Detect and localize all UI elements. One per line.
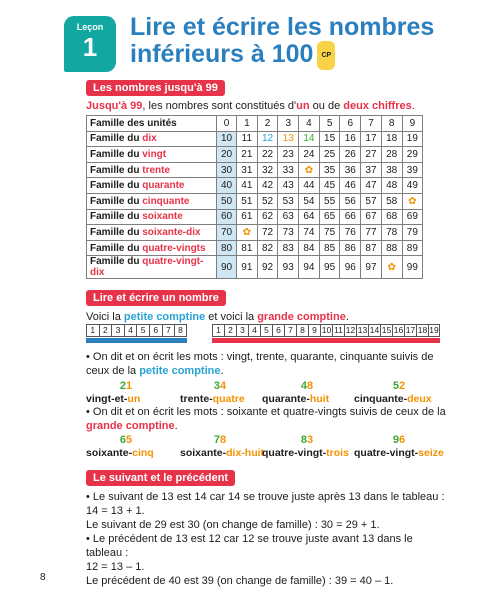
number-cell: 78 xyxy=(381,225,402,241)
family-label: Famille du soixante-dix xyxy=(87,225,217,241)
number-cell: 72 xyxy=(257,225,278,241)
strip-number: 6 xyxy=(272,324,284,337)
title-line-2-text: inférieurs à 100 xyxy=(130,40,314,69)
b1-petite: petite comptine xyxy=(139,365,221,377)
number-cell: 15 xyxy=(319,131,340,147)
example-words: cinquante-deux xyxy=(354,393,432,405)
table-row xyxy=(87,256,423,279)
number-cell: 56 xyxy=(340,193,361,209)
table-row xyxy=(87,225,423,241)
strip-number: 14 xyxy=(369,325,380,335)
example-words: vingt-et-un xyxy=(86,393,141,405)
tens-cell: 90 xyxy=(217,256,237,279)
strip-number: 4 xyxy=(124,324,137,337)
number-cell: 58 xyxy=(381,193,402,209)
strip-number: 1 xyxy=(86,324,99,337)
title-line-1: Lire et écrire les nombres xyxy=(130,13,435,41)
strip-number: 17 xyxy=(405,325,416,335)
intro-bold-5: deux chiffres xyxy=(343,100,412,112)
number-cell: 26 xyxy=(340,147,361,163)
example-number: 48 xyxy=(300,380,314,392)
number-cell: 48 xyxy=(381,178,402,194)
tens-cell: 20 xyxy=(217,147,237,163)
bullet-1-line-2 xyxy=(86,364,446,378)
strip-number: 7 xyxy=(284,324,296,337)
bullet-2-line-2 xyxy=(86,419,446,433)
number-cell: 21 xyxy=(237,147,258,163)
number-cell: 53 xyxy=(278,193,299,209)
s2-text-5: . xyxy=(345,311,349,323)
table-row xyxy=(87,193,423,209)
example-number: 78 xyxy=(213,434,227,446)
number-cell: 23 xyxy=(278,147,299,163)
small-counting-strip xyxy=(86,324,187,337)
strip-number: 18 xyxy=(417,325,428,335)
number-cell: 86 xyxy=(340,240,361,256)
number-cell: 14 xyxy=(299,131,320,147)
header-digit: 9 xyxy=(402,116,423,132)
level-tag: CP xyxy=(317,41,335,70)
number-cell: 79 xyxy=(402,225,423,241)
intro-bold-1: Jusqu'à 99 xyxy=(86,100,143,112)
b1-dot: . xyxy=(220,365,224,377)
number-cell: 91 xyxy=(237,256,258,279)
section-heading-read-write: Lire et écrire un nombre xyxy=(86,290,226,306)
number-cell: 85 xyxy=(319,240,340,256)
number-cell: 74 xyxy=(299,225,320,241)
tens-cell: 70 xyxy=(217,225,237,241)
number-cell: 22 xyxy=(257,147,278,163)
s2-petite: petite comptine xyxy=(123,311,206,323)
strip-number: 5 xyxy=(136,324,149,337)
number-cell: 19 xyxy=(402,131,423,147)
example-words: quatre-vingt-seize xyxy=(354,447,444,459)
lesson-number: 1 xyxy=(82,32,98,62)
number-cell: 27 xyxy=(361,147,382,163)
number-cell: 68 xyxy=(381,209,402,225)
tens-cell: 30 xyxy=(217,162,237,178)
header-digit: 7 xyxy=(361,116,382,132)
tens-cell: 40 xyxy=(217,178,237,194)
example-number: 83 xyxy=(300,434,314,446)
number-cell: 77 xyxy=(361,225,382,241)
number-cell: 93 xyxy=(278,256,299,279)
strip-number: 2 xyxy=(224,324,236,337)
number-cell: 73 xyxy=(278,225,299,241)
example-number: 96 xyxy=(392,434,406,446)
s3-line-2: 14 = 13 + 1. xyxy=(86,505,145,517)
number-cell: 44 xyxy=(299,178,320,194)
s3-line-4: • Le précédent de 13 est 12 car 12 se trouve juste avant 13 dans le tableau : xyxy=(86,533,413,559)
header-digit: 2 xyxy=(257,116,278,132)
intro-text-6: . xyxy=(411,100,415,112)
strip-number: 19 xyxy=(429,325,439,335)
small-strip-bar xyxy=(86,338,187,343)
strip-number: 15 xyxy=(381,325,392,335)
header-digit: 6 xyxy=(340,116,361,132)
number-cell: 29 xyxy=(402,147,423,163)
example-words: quarante-huit xyxy=(262,393,330,405)
number-cell: 81 xyxy=(237,240,258,256)
intro-text-4: ou de xyxy=(309,100,344,112)
bullet-1-line-1: • On dit et on écrit les mots : vingt, trente, quarante, cinquante suivis de xyxy=(86,351,434,363)
number-cell: 17 xyxy=(361,131,382,147)
numbers-table xyxy=(86,115,423,279)
number-cell: 46 xyxy=(340,178,361,194)
number-cell: 92 xyxy=(257,256,278,279)
number-cell: 31 xyxy=(237,162,258,178)
number-cell: 63 xyxy=(278,209,299,225)
table-row xyxy=(87,147,423,163)
family-label: Famille du quarante xyxy=(87,178,217,194)
lesson-badge xyxy=(64,16,116,72)
number-cell: 94 xyxy=(299,256,320,279)
number-cell: 38 xyxy=(381,162,402,178)
example-words: soixante-dix-huit xyxy=(180,447,265,459)
s3-line-3: Le suivant de 29 est 30 (on change de famille) : 30 = 29 + 1. xyxy=(86,519,380,531)
decoration-icon: ✿ xyxy=(402,193,423,209)
section-heading-next-prev: Le suivant et le précédent xyxy=(86,470,235,486)
b1-text: ceux de la xyxy=(86,365,140,377)
tens-cell: 80 xyxy=(217,240,237,256)
strip-number: 4 xyxy=(248,324,260,337)
number-cell: 76 xyxy=(340,225,361,241)
example-number: 65 xyxy=(119,434,133,446)
number-cell: 36 xyxy=(340,162,361,178)
strip-number: 1 xyxy=(212,324,224,337)
number-cell: 61 xyxy=(237,209,258,225)
bullet-1 xyxy=(86,350,446,378)
strip-number: 12 xyxy=(345,325,356,335)
strip-number: 3 xyxy=(236,324,248,337)
big-counting-strip xyxy=(212,324,440,337)
family-label: Famille du dix xyxy=(87,131,217,147)
number-cell: 66 xyxy=(340,209,361,225)
strip-number: 7 xyxy=(162,324,175,337)
number-cell: 49 xyxy=(402,178,423,194)
strip-number: 8 xyxy=(174,324,187,337)
number-cell: 45 xyxy=(319,178,340,194)
number-cell: 32 xyxy=(257,162,278,178)
family-label: Famille du quatre-vingts xyxy=(87,240,217,256)
header-label: Famille des unités xyxy=(87,116,217,132)
intro-text-2: , les nombres sont constitués d' xyxy=(142,100,297,112)
table-header-row xyxy=(87,116,423,132)
table-row xyxy=(87,178,423,194)
example-number: 21 xyxy=(119,380,133,392)
number-cell: 96 xyxy=(340,256,361,279)
family-label: Famille du vingt xyxy=(87,147,217,163)
intro-bold-3: un xyxy=(296,100,310,112)
number-cell: 33 xyxy=(278,162,299,178)
strip-number: 2 xyxy=(99,324,112,337)
big-strip-bar xyxy=(212,338,440,343)
s2-text-1: Voici la xyxy=(86,311,124,323)
section-heading-numbers: Les nombres jusqu'à 99 xyxy=(86,80,225,96)
number-cell: 89 xyxy=(402,240,423,256)
number-cell: 18 xyxy=(381,131,402,147)
number-cell: 12 xyxy=(257,131,278,147)
number-cell: 87 xyxy=(361,240,382,256)
strip-number: 16 xyxy=(393,325,404,335)
strip-number: 8 xyxy=(296,324,308,337)
tens-cell: 10 xyxy=(217,131,237,147)
decoration-icon: ✿ xyxy=(299,162,320,178)
number-cell: 52 xyxy=(257,193,278,209)
header-digit: 4 xyxy=(299,116,320,132)
number-cell: 35 xyxy=(319,162,340,178)
section2-intro xyxy=(86,310,349,324)
s3-line-5: 12 = 13 – 1. xyxy=(86,561,145,573)
title-line-2 xyxy=(130,41,434,70)
example-number: 34 xyxy=(213,380,227,392)
header-digit: 1 xyxy=(237,116,258,132)
number-cell: 28 xyxy=(381,147,402,163)
number-cell: 54 xyxy=(299,193,320,209)
header-digit: 0 xyxy=(217,116,237,132)
number-cell: 88 xyxy=(381,240,402,256)
example-words: soixante-cinq xyxy=(86,447,154,459)
number-cell: 25 xyxy=(319,147,340,163)
table-row xyxy=(87,162,423,178)
strip-number: 13 xyxy=(357,325,368,335)
header-digit: 8 xyxy=(381,116,402,132)
s3-line-1: • Le suivant de 13 est 14 car 14 se trouve juste après 13 dans le tableau : xyxy=(86,491,445,503)
number-cell: 37 xyxy=(361,162,382,178)
s2-grande: grande comptine xyxy=(257,311,346,323)
number-cell: 75 xyxy=(319,225,340,241)
number-cell: 41 xyxy=(237,178,258,194)
number-cell: 82 xyxy=(257,240,278,256)
number-cell: 55 xyxy=(319,193,340,209)
number-cell: 13 xyxy=(278,131,299,147)
table-row xyxy=(87,209,423,225)
section1-intro xyxy=(86,99,415,113)
number-cell: 62 xyxy=(257,209,278,225)
number-cell: 16 xyxy=(340,131,361,147)
number-cell: 43 xyxy=(278,178,299,194)
family-label: Famille du trente xyxy=(87,162,217,178)
lesson-label: Leçon xyxy=(76,22,104,32)
example-words: trente-quatre xyxy=(180,393,245,405)
tens-cell: 50 xyxy=(217,193,237,209)
b2-grande: grande comptine xyxy=(86,420,175,432)
number-cell: 64 xyxy=(299,209,320,225)
page-title xyxy=(130,14,434,70)
number-cell: 51 xyxy=(237,193,258,209)
decoration-icon: ✿ xyxy=(381,256,402,279)
number-cell: 57 xyxy=(361,193,382,209)
page-number: 8 xyxy=(40,572,46,583)
number-cell: 67 xyxy=(361,209,382,225)
strip-number: 10 xyxy=(321,325,332,335)
decoration-icon: ✿ xyxy=(237,225,258,241)
strip-number: 5 xyxy=(260,324,272,337)
table-row xyxy=(87,240,423,256)
number-cell: 42 xyxy=(257,178,278,194)
bullet-2 xyxy=(86,405,446,433)
strip-number: 11 xyxy=(332,324,344,337)
number-cell: 97 xyxy=(361,256,382,279)
number-cell: 47 xyxy=(361,178,382,194)
number-cell: 24 xyxy=(299,147,320,163)
header-digit: 3 xyxy=(278,116,299,132)
number-cell: 69 xyxy=(402,209,423,225)
number-cell: 39 xyxy=(402,162,423,178)
strip-number: 9 xyxy=(308,324,320,337)
section3-text xyxy=(86,490,446,588)
strip-number: 3 xyxy=(111,324,124,337)
number-cell: 11 xyxy=(237,131,258,147)
bullet-2-line-1: • On dit et on écrit les mots : soixante et quatre-vingts suivis de ceux de la xyxy=(86,406,446,418)
number-cell: 65 xyxy=(319,209,340,225)
number-cell: 83 xyxy=(278,240,299,256)
family-label: Famille du quatre-vingt-dix xyxy=(87,256,217,279)
s3-line-6: Le précédent de 40 est 39 (on change de famille) : 39 = 40 – 1. xyxy=(86,575,394,587)
b2-dot: . xyxy=(174,420,178,432)
number-cell: 95 xyxy=(319,256,340,279)
header-digit: 5 xyxy=(319,116,340,132)
example-words: quatre-vingt-trois xyxy=(262,447,349,459)
table-row xyxy=(87,131,423,147)
example-number: 52 xyxy=(392,380,406,392)
s2-text-3: et voici la xyxy=(205,311,258,323)
number-cell: 99 xyxy=(402,256,423,279)
number-cell: 84 xyxy=(299,240,320,256)
tens-cell: 60 xyxy=(217,209,237,225)
strip-number: 6 xyxy=(149,324,162,337)
family-label: Famille du cinquante xyxy=(87,193,217,209)
family-label: Famille du soixante xyxy=(87,209,217,225)
